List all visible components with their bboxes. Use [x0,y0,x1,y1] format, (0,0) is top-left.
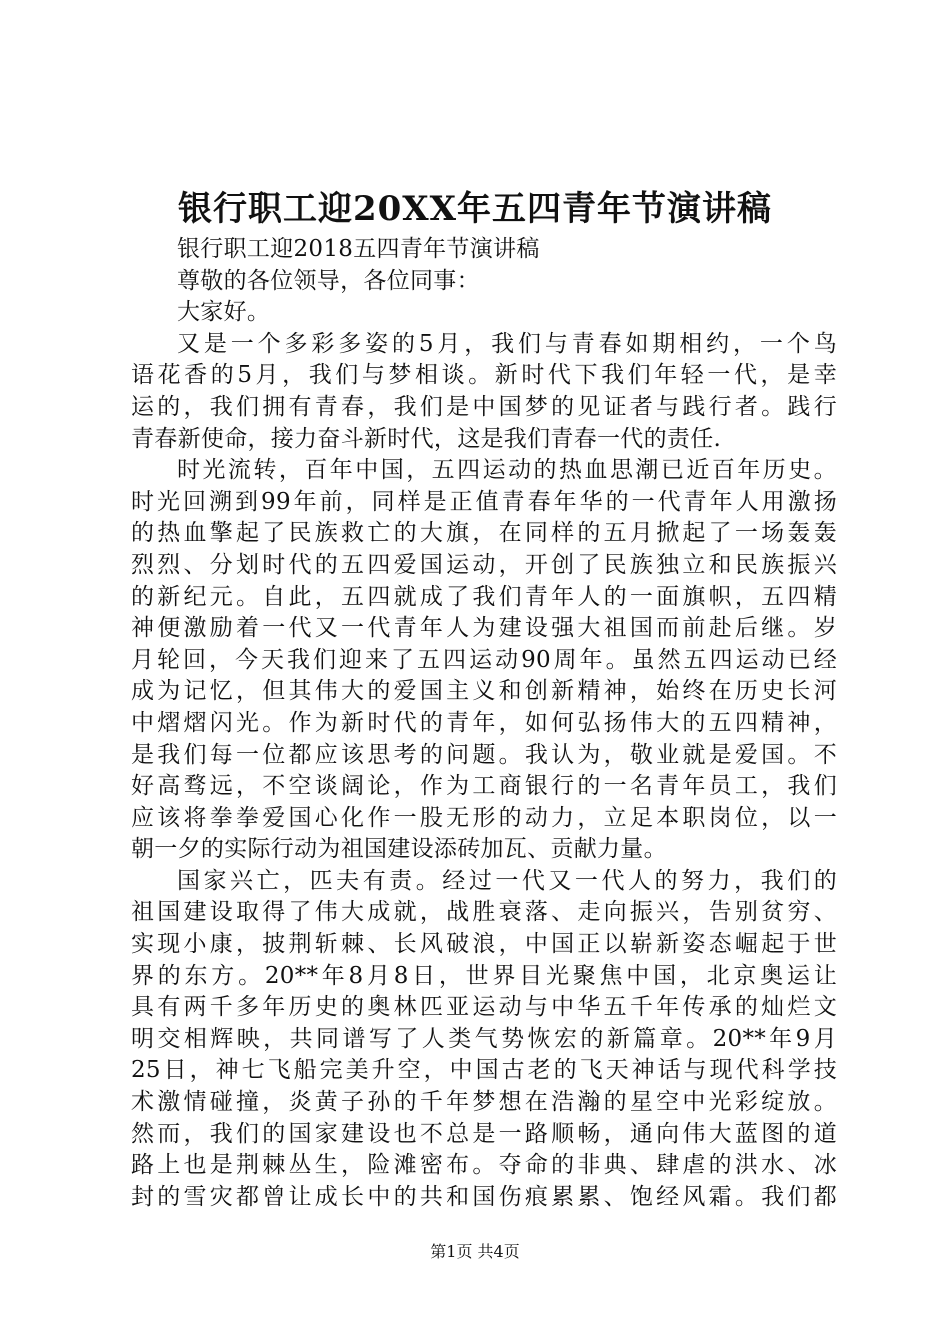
text-line: 中熠熠闪光。作为新时代的青年，如何弘扬伟大的五四精神， [131,709,837,736]
text-line: 青春新使命，接力奋斗新时代，这是我们青春一代的责任. [131,425,722,452]
document-title: 银行职工迎20XX年五四青年节演讲稿 [177,189,773,229]
text-line: 界的东方。20**年8月8日，世界目光聚焦中国，北京奥运让 [131,962,837,989]
text-line: 的新纪元。自此，五四就成了我们青年人的一面旗帜，五四精 [131,583,837,610]
text-line: 是我们每一位都应该思考的问题。我认为，敬业就是爱国。不 [131,741,837,768]
text-line: 大家好。 [177,299,271,326]
text-line: 明交相辉映，共同谱写了人类气势恢宏的新篇章。20**年9月 [131,1025,837,1052]
text-line: 运的，我们拥有青春，我们是中国梦的见证者与践行者。践行 [131,393,837,420]
text-line: 月轮回，今天我们迎来了五四运动90周年。虽然五四运动已经 [131,646,837,673]
text-line: 国家兴亡，匹夫有责。经过一代又一代人的努力，我们的 [177,867,837,894]
text-line: 的热血擎起了民族救亡的大旗，在同样的五月掀起了一场轰轰 [131,520,837,547]
text-line: 然而，我们的国家建设也不总是一路顺畅，通向伟大蓝图的道 [131,1120,837,1147]
text-line: 成为记忆，但其伟大的爱国主义和创新精神，始终在历史长河 [131,678,837,705]
text-line: 时光流转，百年中国，五四运动的热血思潮已近百年历史。 [177,457,837,484]
document-body [131,234,837,1213]
text-line: 时光回溯到99年前，同样是正值青春年华的一代青年人用激扬 [131,488,837,515]
text-line: 又是一个多彩多姿的5月，我们与青春如期相约，一个鸟 [177,330,837,357]
text-line: 祖国建设取得了伟大成就，战胜衰落、走向振兴，告别贫穷、 [131,899,837,926]
text-line: 朝一夕的实际行动为祖国建设添砖加瓦、贡献力量。 [131,836,667,863]
text-line: 25日，神七飞船完美升空，中国古老的飞天神话与现代科学技 [131,1057,837,1084]
text-line: 具有两千多年历史的奥林匹亚运动与中华五千年传承的灿烂文 [131,994,837,1021]
text-line: 银行职工迎2018五四青年节演讲稿 [177,236,540,262]
text-line: 封的雪灾都曾让成长中的共和国伤痕累累、饱经风霜。我们都 [131,1183,837,1210]
text-line: 应该将拳拳爱国心化作一股无形的动力，立足本职岗位，以一 [131,804,837,831]
text-line: 路上也是荆棘丛生，险滩密布。夺命的非典、肆虐的洪水、冰 [131,1152,837,1179]
text-line: 语花香的5月，我们与梦相谈。新时代下我们年轻一代，是幸 [131,362,837,389]
text-line: 神便激励着一代又一代青年人为建设强大祖国而前赴后继。岁 [131,615,837,642]
text-line: 术激情碰撞，炎黄子孙的千年梦想在浩瀚的星空中光彩绽放。 [131,1089,837,1116]
text-line: 尊敬的各位领导，各位同事： [177,267,480,294]
text-line: 烈烈、分划时代的五四爱国运动，开创了民族独立和民族振兴 [131,551,837,578]
text-line: 好高骛远，不空谈阔论，作为工商银行的一名青年员工，我们 [131,773,837,800]
text-line: 实现小康，披荆斩棘、长风破浪，中国正以崭新姿态崛起于世 [131,931,837,958]
page-number-footer: 第1页 共4页 [430,1242,520,1261]
